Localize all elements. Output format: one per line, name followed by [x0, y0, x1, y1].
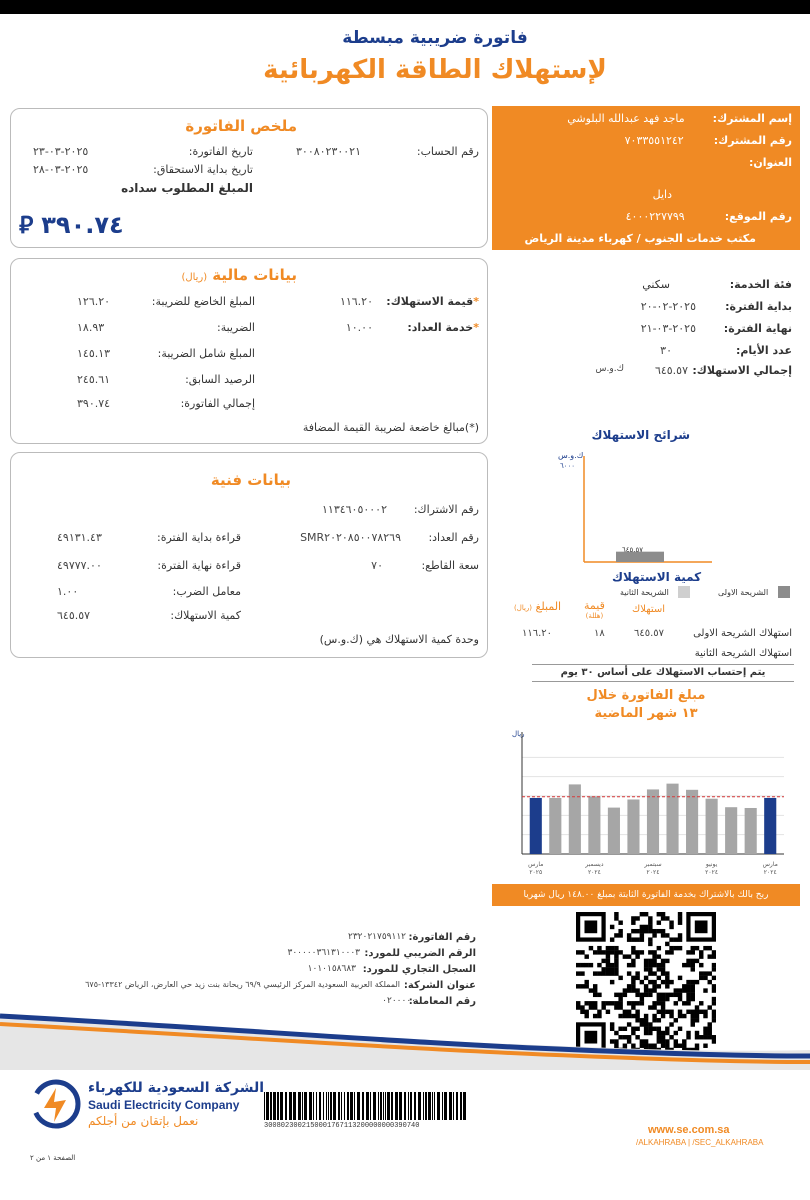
- history-x-label-year: ٢٠٢٥: [529, 869, 543, 876]
- col-amount-header: المبلغ (ريال): [514, 600, 562, 613]
- consumption-qty-value: ٦٤٥.٥٧: [57, 609, 91, 622]
- company-address-label: عنوان الشركة:: [403, 980, 476, 991]
- history-x-label: مارس: [528, 861, 544, 868]
- history-bar: [549, 798, 561, 854]
- subscription-value: ١١٣٤٦٠٥٠٠٠٢: [322, 503, 387, 516]
- history-x-label-year: ٢٠٢٤: [763, 869, 777, 876]
- website-link[interactable]: www.se.com.sa: [648, 1124, 730, 1136]
- location-value: ٤٠٠٠٢٢٧٧٩٩: [625, 210, 685, 223]
- history-bar: [627, 799, 639, 854]
- company-name-ar: الشركة السعودية للكهرباء: [88, 1080, 265, 1096]
- page-indicator: الصفحة ١ من ٢: [30, 1154, 76, 1162]
- amount-due-value: ٣٩٠.٧٤: [41, 210, 124, 239]
- history-x-label: يونيو: [705, 861, 718, 868]
- period-end-label: نهاية الفترة:: [723, 322, 792, 335]
- customer-name-value: ماجد فهد عبدالله البلوشي: [567, 112, 685, 125]
- tax-value: ١٨.٩٣: [77, 321, 105, 334]
- meter-service-amount: ١٠.٠٠: [345, 321, 373, 334]
- history-x-label: مارس: [762, 861, 778, 868]
- barcode: [262, 1092, 472, 1120]
- history-bar: [706, 799, 718, 854]
- start-reading-label: قراءة بداية الفترة:: [157, 531, 241, 544]
- company-name-en: Saudi Electricity Company: [88, 1098, 240, 1112]
- fixed-bill-promo: ربح بالك بالاشتراك بخدمة الفاتورة الثابتة بمبلغ ١٤٨.٠٠ ريال شهريا: [492, 884, 800, 906]
- invoice-total-value: ٣٩٠.٧٤: [77, 397, 111, 410]
- summary-title: ملخص الفاتورة: [185, 117, 297, 135]
- history-x-label-year: ٢٠٢٤: [646, 869, 660, 876]
- meter-number-value: SMR٢٠٢٠٨٥٠٠٧٨٢٦٩: [300, 531, 401, 544]
- footer-blank: [0, 1172, 810, 1200]
- history-bar: [764, 798, 776, 854]
- tier1-amount: ١١٦.٢٠: [522, 628, 553, 639]
- office-name: مكتب خدمات الجنوب / كهرباء مدينة الرياض: [524, 232, 756, 245]
- decorative-wave: [0, 1010, 810, 1070]
- basis-row: [532, 664, 794, 682]
- tier-chart: [492, 438, 800, 588]
- previous-balance-value: ٢٤٥.٦١: [77, 373, 111, 386]
- breaker-label: سعة القاطع:: [421, 559, 479, 572]
- charts-panel: [492, 388, 800, 908]
- invoice-number-value: ٢٣٢٠٢١٧٥٩١١٢: [347, 932, 406, 942]
- tier1-consumption: ٦٤٥.٥٧: [634, 628, 665, 639]
- history-x-label-year: ٢٠٢٤: [587, 869, 601, 876]
- tier-y-unit: ك.و.س: [558, 451, 584, 460]
- company-address-value: المملكة العربية السعودية المركز الرئيسي ٦٩/٩ ريحانة بنت زيد حي العارض، الرياض ١٣٣٤٢-٦٧٥: [85, 980, 400, 989]
- consumption-value-label: *قيمة الاستهلاك:: [386, 295, 479, 308]
- consumption-value-amount: ١١٦.٢٠: [339, 295, 373, 308]
- vat-note: (*)مبالغ خاضعة لضريبة القيمة المضافة: [302, 421, 479, 434]
- location-label: رقم الموقع:: [724, 210, 792, 223]
- days-value: ٣٠: [660, 344, 672, 357]
- legend-second-label: الشريحة الثانية: [620, 588, 669, 597]
- legend-second-swatch: [678, 586, 690, 598]
- meter-number-label: رقم العداد:: [428, 531, 479, 544]
- previous-balance-label: الرصيد السابق:: [185, 373, 255, 386]
- history-bar: [608, 808, 620, 854]
- transaction-label: رقم المعاملة:: [408, 996, 476, 1007]
- col-value-header: قيمة (هللة): [584, 599, 605, 620]
- legend-first-label: الشريحة الاولى: [718, 588, 769, 597]
- tier-x-label: كمية الاستهلاك: [612, 570, 702, 584]
- period-start-label: بداية الفترة:: [725, 300, 792, 313]
- end-reading-label: قراءة نهاية الفترة:: [157, 559, 241, 572]
- period-start-value: ٢٠٢٥-٠٢-٢٠: [640, 300, 696, 313]
- technical-title: بيانات فنية: [210, 471, 291, 489]
- supplier-cr-label: السجل التجاري للمورد:: [362, 964, 476, 975]
- company-slogan: نعمل بإتقان من أجلكم: [88, 1114, 199, 1128]
- history-x-label: ديسمبر: [585, 861, 604, 868]
- history-bar: [647, 789, 659, 854]
- subscription-label: رقم الاشتراك:: [413, 503, 479, 516]
- service-category-value: سكني: [642, 278, 670, 291]
- customer-info-panel: [492, 106, 800, 250]
- barcode-number: 3008023002150001767113200000000390740: [264, 1122, 420, 1130]
- history-bar: [686, 790, 698, 854]
- legend-first-swatch: [778, 586, 790, 598]
- address-value: دايل: [652, 188, 672, 201]
- invoice-main-title: لإستهلاك الطاقة الكهربائية: [263, 55, 607, 85]
- tax-label: الضريبة:: [216, 321, 255, 334]
- due-date-label: تاريخ بداية الاستحقاق:: [153, 163, 253, 176]
- tier-y-max: ٦٠٠٠: [560, 462, 576, 470]
- transaction-value: ٠٢٠٠٠٠٠: [382, 996, 416, 1006]
- unit-note: وحدة كمية الاستهلاك هي (ك.و.س): [319, 633, 479, 646]
- tier-bar-label: ٦٤٥.٥٧: [622, 546, 644, 554]
- history-x-label-year: ٢٠٢٤: [705, 869, 719, 876]
- start-reading-value: ٤٩١٣١.٤٣: [57, 531, 102, 544]
- total-consumption-unit: ك.و.س: [595, 364, 624, 374]
- customer-name-label: إسم المشترك:: [712, 112, 792, 125]
- incl-tax-value: ١٤٥.١٣: [77, 347, 111, 360]
- history-x-label: سبتمبر: [644, 861, 662, 868]
- incl-tax-label: المبلغ شامل الضريبة:: [157, 347, 255, 360]
- financial-box: [10, 258, 488, 444]
- amount-due: [19, 209, 124, 240]
- multiplier-label: معامل الضرب:: [172, 585, 241, 598]
- consumption-qty-label: كمية الاستهلاك:: [170, 609, 241, 622]
- financial-title: بيانات مالية: [212, 266, 297, 284]
- tier1-value: ١٨: [594, 628, 605, 639]
- riyal-symbol: ⃁: [19, 211, 34, 239]
- history-bar: [569, 784, 581, 854]
- invoice-date-label: تاريخ الفاتورة:: [188, 145, 253, 158]
- history-bar: [530, 798, 542, 854]
- due-date-value: ٢٠٢٥-٠٣-٢٨: [33, 163, 89, 176]
- supplier-cr-value: ١٠١٠١٥٨٦٨٣: [307, 964, 356, 974]
- financial-title-row: [181, 265, 297, 284]
- supplier-info: [10, 932, 476, 1012]
- supplier-tax-value: ٣٠٠٠٠٠٣٦١٣١٠٠٠٣: [287, 948, 360, 958]
- end-reading-value: ٤٩٧٧٧.٠٠: [57, 559, 102, 572]
- account-value: ٣٠٠٨٠٢٣٠٠٢١: [296, 145, 361, 158]
- bill-summary-box: [10, 108, 488, 248]
- col-consumption-header: استهلاك: [632, 604, 665, 615]
- tier2-label: استهلاك الشريحة الثانية: [694, 648, 792, 659]
- breaker-value: ٧٠: [371, 559, 383, 572]
- taxable-value: ١٢٦.٢٠: [77, 295, 111, 308]
- financial-title-unit: (ريال): [181, 272, 208, 283]
- history-bar: [666, 784, 678, 854]
- supplier-tax-label: الرقم الضريبي للمورد:: [364, 948, 476, 959]
- total-consumption-label: إجمالي الاستهلاك:: [692, 364, 792, 377]
- history-chart: [492, 724, 800, 884]
- period-end-value: ٢٠٢٥-٠٣-٢١: [640, 322, 696, 335]
- history-bar: [725, 807, 737, 854]
- customer-number-value: ٧٠٣٣٥٥١٢٤٢: [624, 134, 684, 147]
- taxable-label: المبلغ الخاضع للضريبة:: [151, 295, 255, 308]
- multiplier-value: ١.٠٠: [57, 585, 79, 598]
- basis-note: يتم إحتساب الاستهلاك على أساس ٣٠ يوم: [560, 667, 766, 678]
- sec-logo-icon: [30, 1078, 82, 1130]
- tier-chart-title: شرائح الاستهلاك: [591, 428, 690, 442]
- tier1-label: استهلاك الشريحة الاولى: [693, 628, 792, 639]
- service-category-label: فئة الخدمة:: [729, 278, 792, 291]
- total-consumption-value: ٦٤٥.٥٧: [654, 364, 688, 377]
- service-info: [492, 272, 800, 382]
- customer-number-label: رقم المشترك:: [713, 134, 792, 147]
- invoice-date-value: ٢٠٢٥-٠٣-٢٣: [33, 145, 89, 158]
- top-black-bar: [0, 0, 810, 14]
- address-label: العنوان:: [748, 156, 792, 169]
- history-bar: [745, 808, 757, 854]
- meter-service-label: *خدمة العداد:: [407, 321, 479, 334]
- history-y-unit: ريال: [512, 730, 525, 738]
- invoice-total-label: إجمالي الفاتورة:: [180, 397, 255, 410]
- history-title-1: مبلغ الفاتورة خلال: [586, 688, 706, 703]
- history-bar: [588, 796, 600, 854]
- invoice-number-label: رقم الفاتورة:: [408, 932, 476, 943]
- social-handles[interactable]: /ALKAHRABA | /SEC_ALKAHRABA: [636, 1138, 764, 1147]
- history-title-2: ١٣ شهر الماضية: [594, 706, 698, 721]
- account-label: رقم الحساب:: [416, 145, 479, 158]
- technical-box: [10, 452, 488, 658]
- days-label: عدد الأيام:: [735, 344, 792, 357]
- invoice-type-title: فاتورة ضريبية مبسطة: [342, 28, 528, 48]
- amount-due-label: المبلغ المطلوب سداده: [121, 181, 253, 195]
